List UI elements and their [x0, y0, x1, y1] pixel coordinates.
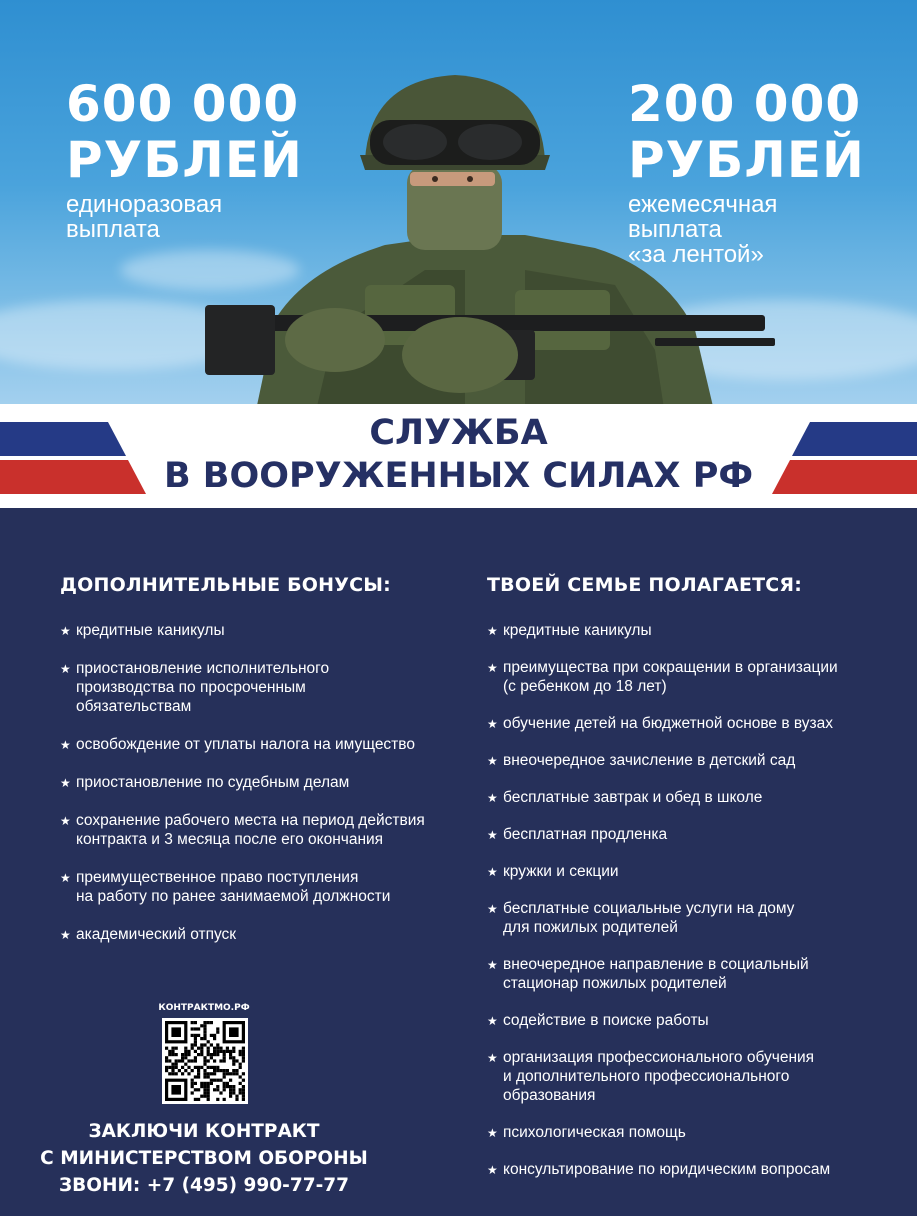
list-item-text: и дополнительного профессионального [503, 1068, 790, 1085]
list-item-text: содействие в поиске работы [503, 1012, 709, 1029]
bonuses-section [60, 573, 460, 963]
list-item [487, 788, 907, 807]
list-item-text: освобождение от уплаты налога на имущество [76, 736, 415, 753]
family-list [487, 621, 907, 1179]
list-item-text: для пожилых родителей [503, 919, 678, 936]
list-item [487, 658, 907, 696]
bonuses-heading: ДОПОЛНИТЕЛЬНЫЕ БОНУСЫ: [60, 574, 391, 596]
star-icon: ★ [487, 1126, 498, 1140]
hero-section [0, 0, 917, 410]
list-item-text: образования [503, 1087, 596, 1104]
star-icon: ★ [60, 662, 71, 676]
star-icon: ★ [487, 661, 498, 675]
list-item-text: обязательствам [76, 698, 192, 715]
list-item [60, 925, 460, 944]
star-icon: ★ [487, 1014, 498, 1028]
monthly-payment [628, 76, 865, 267]
star-icon: ★ [487, 1051, 498, 1065]
list-item-text: стационар пожилых родителей [503, 975, 727, 992]
star-icon: ★ [487, 828, 498, 842]
star-icon: ★ [60, 928, 71, 942]
list-item-text: производства по просроченным [76, 679, 306, 696]
list-item-text: на работу по ранее занимаемой должности [76, 888, 391, 905]
star-icon: ★ [60, 738, 71, 752]
one-time-amount: 600 000 [66, 75, 300, 133]
monthly-caption-line: ежемесячная [628, 191, 778, 218]
one-time-caption-line: единоразовая [66, 191, 223, 218]
list-item-text: психологическая помощь [503, 1124, 686, 1141]
monthly-amount: 200 000 [628, 75, 862, 133]
website-label: КОНТРАКТМО.РФ [158, 1003, 250, 1013]
list-item-text: (с ребенком до 18 лет) [503, 678, 667, 695]
star-icon: ★ [487, 754, 498, 768]
qr-code-image [165, 1021, 245, 1101]
list-item-text: преимущественное право поступления [76, 869, 359, 886]
list-item [487, 899, 907, 937]
star-icon: ★ [487, 1163, 498, 1177]
list-item-text: внеочередное зачисление в детский сад [503, 752, 796, 769]
list-item-text: бесплатные завтрак и обед в школе [503, 789, 763, 806]
monthly-caption-line: «за лентой» [628, 241, 764, 268]
list-item [487, 862, 907, 881]
list-item [60, 735, 460, 754]
list-item-text: сохранение рабочего места на период действия [76, 812, 425, 829]
page-title-line: СЛУЖБА [369, 413, 548, 453]
list-item-text: кредитные каникулы [503, 622, 652, 639]
star-icon: ★ [487, 791, 498, 805]
list-item-text: кружки и секции [503, 863, 619, 880]
list-item-text: бесплатные социальные услуги на дому [503, 900, 795, 917]
list-item [487, 751, 907, 770]
cta-line: С МИНИСТЕРСТВОМ ОБОРОНЫ [40, 1148, 368, 1169]
list-item [487, 714, 907, 733]
star-icon: ★ [487, 624, 498, 638]
star-icon: ★ [487, 958, 498, 972]
monthly-caption-line: выплата [628, 216, 722, 243]
list-item [60, 811, 460, 849]
star-icon: ★ [487, 865, 498, 879]
list-item-text: кредитные каникулы [76, 622, 225, 639]
list-item-text: обучение детей на бюджетной основе в вузах [503, 715, 834, 732]
list-item-text: организация профессионального обучения [503, 1049, 815, 1066]
monthly-unit: РУБЛЕЙ [628, 131, 865, 189]
list-item-text: внеочередное направление в социальный [503, 956, 809, 973]
list-item [487, 955, 907, 993]
star-icon: ★ [60, 814, 71, 828]
list-item-text: приостановление исполнительного [76, 660, 330, 677]
star-icon: ★ [60, 871, 71, 885]
list-item [487, 825, 907, 844]
page-title [0, 412, 917, 498]
family-heading: ТВОЕЙ СЕМЬЕ ПОЛАГАЕТСЯ: [487, 574, 803, 596]
list-item-text: контракта и 3 месяца после его окончания [76, 831, 384, 848]
qr-code-icon[interactable] [162, 1018, 248, 1104]
star-icon: ★ [60, 776, 71, 790]
one-time-caption-line: выплата [66, 216, 160, 243]
list-item [487, 621, 907, 640]
list-item-text: преимущества при сокращении в организации [503, 659, 838, 676]
list-item-text: приостановление по судебным делам [76, 774, 350, 791]
list-item [60, 659, 460, 716]
list-item [487, 1123, 907, 1142]
list-item [60, 868, 460, 906]
call-to-action [20, 1118, 388, 1199]
list-item [487, 1048, 907, 1105]
star-icon: ★ [487, 902, 498, 916]
cta-line: ЗАКЛЮЧИ КОНТРАКТ [88, 1121, 320, 1142]
family-section [487, 573, 907, 1197]
list-item [487, 1011, 907, 1030]
list-item-text: консультирование по юридическим вопросам [503, 1161, 831, 1178]
one-time-payment [66, 76, 303, 242]
bonuses-list [60, 621, 460, 944]
star-icon: ★ [60, 624, 71, 638]
list-item [487, 1160, 907, 1179]
list-item [60, 773, 460, 792]
page-title-line: В ВООРУЖЕННЫХ СИЛАХ РФ [163, 456, 754, 496]
list-item-text: академический отпуск [76, 926, 237, 943]
one-time-unit: РУБЛЕЙ [66, 131, 303, 189]
list-item [60, 621, 460, 640]
cta-phone: ЗВОНИ: +7 (495) 990-77-77 [58, 1175, 350, 1196]
list-item-text: бесплатная продленка [503, 826, 668, 843]
title-banner [0, 404, 917, 508]
star-icon: ★ [487, 717, 498, 731]
